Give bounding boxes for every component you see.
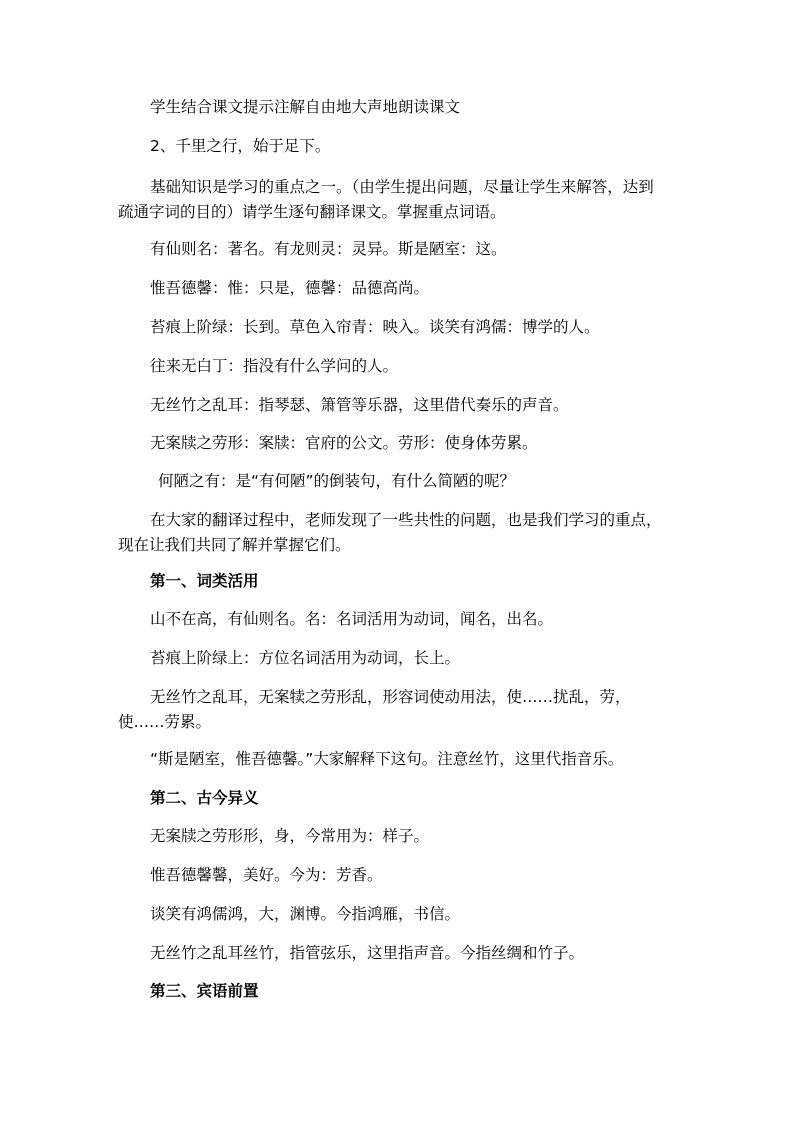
text-line: 苔痕上阶绿：长到。草色入帘青：映入。谈笑有鸿儒：博学的人。 [150,318,600,336]
heading-part-3 [118,979,684,1004]
paragraph-basic-knowledge [118,175,684,225]
text-line: 2、千里之行，始于足下。 [150,137,331,155]
section-heading: 第一、词类活用 [150,572,259,590]
paragraph-vocab-4 [118,354,684,379]
paragraph-part-1-c [118,685,684,735]
text-line: 往来无白丁：指没有什么学问的人。 [150,357,399,375]
text-line: 谈笑有鸿儒鸿，大，渊博。今指鸿雁，书信。 [150,905,461,923]
section-heading: 第二、古今异义 [150,789,259,807]
section-heading: 第三、宾语前置 [150,982,259,1000]
text-line: 无案牍之劳形形，身，今常用为：样子。 [150,827,430,845]
text-line: 山不在高，有仙则名。名：名词活用为动词，闻名，出名。 [150,610,554,628]
text-line: 惟吾德馨馨，美好。今为：芳香。 [150,866,383,884]
text-line: 无丝竹之乱耳：指琴瑟、箫管等乐器，这里借代奏乐的声音。 [150,396,569,414]
text-line: 无丝竹之乱耳丝竹，指管弦乐，这里指声音。今指丝绸和竹子。 [150,944,585,962]
paragraph-read-aloud [118,95,684,120]
paragraph-common-problems [118,508,684,558]
paragraph-section-2 [118,134,684,159]
text-line: 无案牍之劳形：案牍：官府的公文。劳形：使身体劳累。 [150,434,538,452]
paragraph-vocab-6 [118,431,684,456]
paragraph-part-2-c [118,902,684,927]
paragraph-part-1-a [118,607,684,632]
paragraph-vocab-2 [118,276,684,301]
text-line: 在大家的翻译过程中，老师发现了一些共性的问题，也是我们学习的重点， [150,511,662,529]
heading-part-2 [118,786,684,811]
paragraph-vocab-7 [118,469,684,494]
text-line: 何陋之有：是“有何陋”的倒装句，有什么简陋的呢？ [158,472,516,490]
paragraph-vocab-1 [118,237,684,262]
text-line: 学生结合课文提示注解自由地大声地朗读课文 [150,98,461,116]
paragraph-part-1-d [118,747,684,772]
text-line: 基础知识是学习的重点之一。（由学生提出问题，尽量让学生来解答，达到 [150,178,654,196]
text-line: 使……劳累。 [118,713,212,731]
paragraph-part-2-d [118,941,684,966]
text-line: 惟吾德馨：惟：只是，德馨：品德高尚。 [150,279,430,297]
paragraph-vocab-5 [118,393,684,418]
paragraph-part-1-b [118,646,684,671]
text-line: 有仙则名：著名。有龙则灵：灵异。斯是陋室：这。 [150,240,507,258]
paragraph-part-2-b [118,863,684,888]
text-line: 无丝竹之乱耳，无案犊之劳形乱，形容词使动用法，使……扰乱，劳， [150,688,631,706]
text-line: 苔痕上阶绿上：方位名词活用为动词，长上。 [150,649,461,667]
text-line: 疏通字词的目的）请学生逐句翻译课文。掌握重点词语。 [118,203,506,221]
paragraph-vocab-3 [118,315,684,340]
heading-part-1 [118,569,684,594]
text-line: “斯是陋室，惟吾德馨。”大家解释下这句。注意丝竹，这里代指音乐。 [150,750,624,768]
text-line: 现在让我们共同了解并掌握它们。 [118,536,351,554]
paragraph-part-2-a [118,824,684,849]
